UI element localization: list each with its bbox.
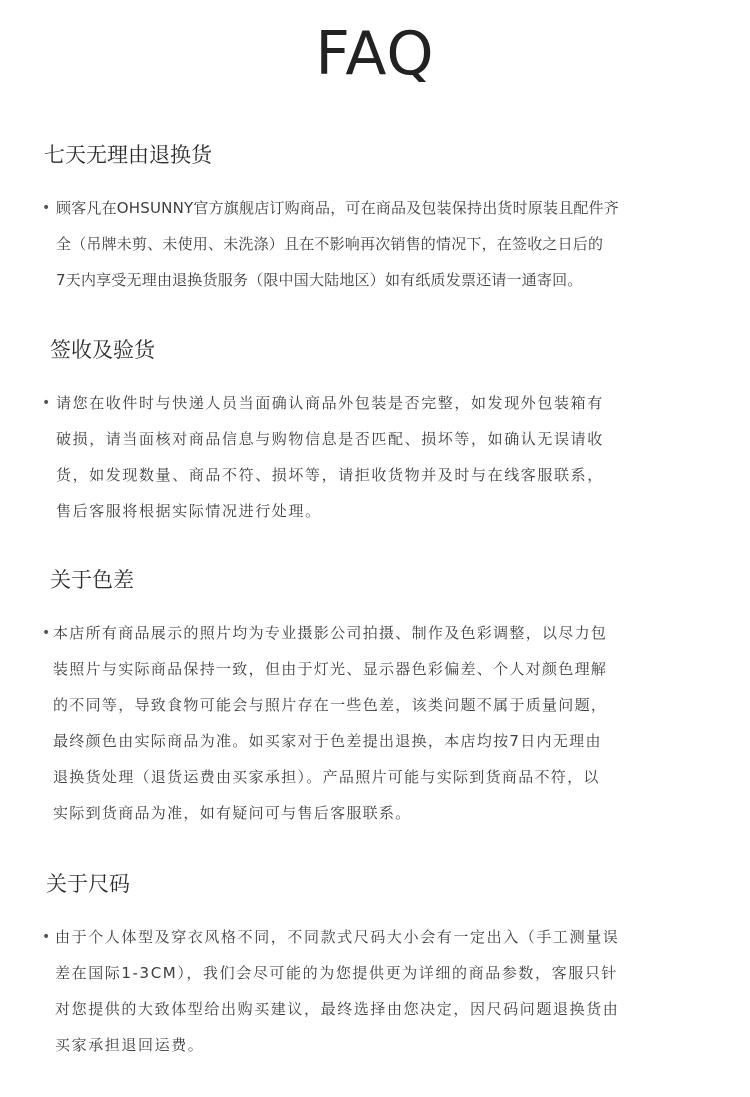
body-line: 请您在收件时与快递人员当面确认商品外包装是否完整，如发现外包装箱有 bbox=[56, 394, 604, 412]
section-body bbox=[42, 919, 686, 1063]
bullet-icon: • bbox=[42, 395, 52, 411]
faq-section-inspection bbox=[42, 335, 690, 529]
section-body bbox=[44, 190, 684, 298]
bullet-icon: • bbox=[42, 929, 52, 945]
section-heading: 关于尺码 bbox=[46, 872, 130, 896]
body-line: 实际到货商品为准，如有疑问可与售后客服联系。 bbox=[53, 804, 412, 822]
body-line: 退换货处理（退货运费由买家承担）。产品照片可能与实际到货商品不符，以 bbox=[53, 768, 600, 786]
body-line: 全（吊牌未剪、未使用、未洗涤）且在不影响再次销售的情况下，在签收之日后的 bbox=[56, 235, 604, 253]
body-line: 货，如发现数量、商品不符、损坏等，请拒收货物并及时与在线客服联系， bbox=[56, 466, 604, 484]
section-body bbox=[42, 385, 690, 529]
body-line: 7天内享受无理由退换货服务（限中国大陆地区）如有纸质发票还请一通寄回。 bbox=[56, 271, 583, 289]
body-line: 售后客服将根据实际情况进行处理。 bbox=[56, 502, 322, 520]
section-heading: 七天无理由退换货 bbox=[44, 143, 212, 167]
body-line: 装照片与实际商品保持一致，但由于灯光、显示器色彩偏差、个人对颜色理解 bbox=[53, 660, 608, 678]
bullet-icon: • bbox=[42, 625, 52, 641]
section-heading: 关于色差 bbox=[50, 568, 134, 592]
body-line: 差在国际1-3CM），我们会尽可能的为您提供更为详细的商品参数，客服只针 bbox=[55, 964, 619, 982]
section-body bbox=[42, 615, 690, 831]
body-line: 最终颜色由实际商品为准。如买家对于色差提出退换，本店均按7日内无理由 bbox=[53, 732, 602, 750]
body-line: 由于个人体型及穿衣风格不同，不同款式尺码大小会有一定出入（手工测量误 bbox=[55, 928, 620, 946]
faq-section-color-difference bbox=[42, 565, 690, 831]
faq-section-returns bbox=[44, 140, 684, 298]
page-title: FAQ bbox=[315, 19, 435, 89]
body-line: 破损，请当面核对商品信息与购物信息是否匹配、损坏等，如确认无误请收 bbox=[56, 430, 604, 448]
faq-section-sizing bbox=[42, 869, 686, 1063]
body-line: 买家承担退回运费。 bbox=[55, 1036, 205, 1054]
body-line: 对您提供的大致体型给出购买建议，最终选择由您决定，因尺码问题退换货由 bbox=[55, 1000, 620, 1018]
body-line: 顾客凡在OHSUNNY官方旗舰店订购商品，可在商品及包装保持出货时原装且配件齐 bbox=[56, 199, 619, 217]
bullet-icon: • bbox=[42, 200, 51, 216]
body-line: 的不同等，导致食物可能会与照片存在一些色差，该类问题不属于质量问题， bbox=[53, 696, 608, 714]
section-heading: 签收及验货 bbox=[50, 338, 155, 362]
body-line: 本店所有商品展示的照片均为专业摄影公司拍摄、制作及色彩调整，以尽力包 bbox=[53, 624, 608, 642]
